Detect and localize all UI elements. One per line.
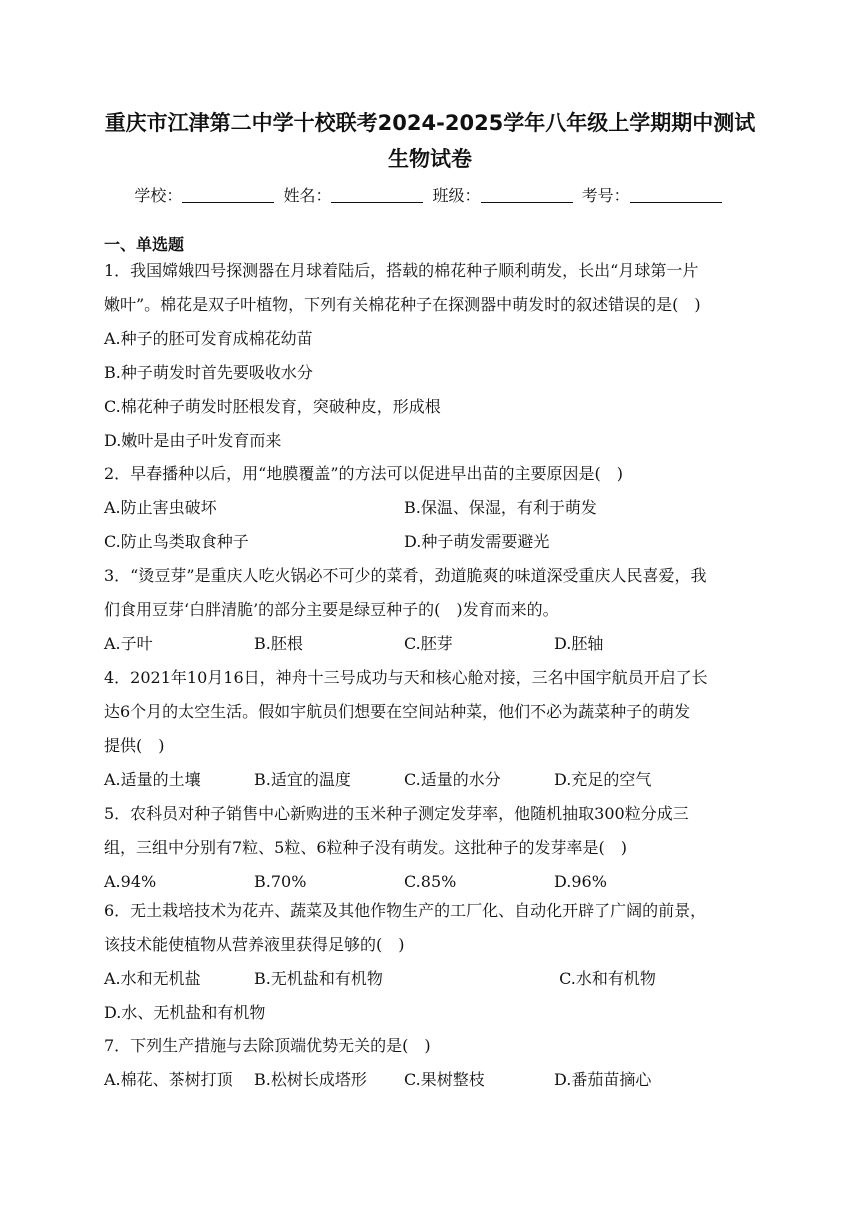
question-2-options [104,491,760,559]
option-a[interactable]: A.适量的土壤 [104,770,201,789]
question-line: 6．无土栽培技术为花卉、蔬菜及其他作物生产的工厂化、自动化开辟了广阔的前景， [104,901,707,920]
option-a[interactable]: A.94% [104,872,157,891]
question-line: 7．下列生产措施与去除顶端优势无关的是( ) [104,1036,431,1055]
class-blank[interactable] [481,185,573,203]
question-line: 3．“烫豆芽”是重庆人吃火锅必不可少的菜肴，劲道脆爽的味道深受重庆人民喜爱，我 [104,566,707,585]
option-c[interactable]: C.棉花种子萌发时胚根发育，突破种皮，形成根 [104,397,441,416]
exam-number-label: 考号： [581,186,630,205]
option-d[interactable]: D.水、无机盐和有机物 [104,1003,266,1022]
name-label: 姓名： [283,186,332,205]
exam-title-line2: 生物试卷 [388,147,472,171]
question-2-stem [104,457,760,491]
option-b[interactable]: B.种子萌发时首先要吸收水分 [104,363,313,382]
option-c[interactable]: C.适量的水分 [404,770,501,789]
option-a[interactable]: A.水和无机盐 [104,969,201,988]
option-c[interactable]: C.85% [404,872,457,891]
question-line: 1．我国嫦娥四号探测器在月球着陆后，搭载的棉花种子顺利萌发，长出“月球第一片 [104,261,699,280]
option-b[interactable]: B.松树长成塔形 [254,1070,367,1089]
question-line: 提供( ) [104,736,165,755]
school-field [134,184,278,208]
question-3-options [104,627,760,661]
option-b[interactable]: B.胚根 [254,634,303,653]
option-d[interactable]: D.96% [554,872,607,891]
option-d[interactable]: D.充足的空气 [554,770,652,789]
option-b[interactable]: B.适宜的温度 [254,770,351,789]
question-3-stem [104,559,760,627]
option-a[interactable]: A.棉花、茶树打顶 [104,1070,233,1089]
exam-number-field [582,184,726,208]
question-5-stem [104,797,760,865]
question-line: 组，三组中分别有7粒、5粒、6粒种子没有萌发。这批种子的发芽率是( ) [104,838,628,857]
option-b[interactable]: B.保温、保湿，有利于萌发 [404,498,597,517]
option-c[interactable]: C.水和有机物 [559,969,656,988]
question-6-stem [104,894,760,962]
option-d[interactable]: D.番茄苗摘心 [554,1070,652,1089]
question-line: 嫩叶”。棉花是双子叶植物，下列有关棉花种子在探测器中萌发时的叙述错误的是( ) [104,295,701,314]
option-c[interactable]: C.果树整枝 [404,1070,485,1089]
option-c[interactable]: C.防止鸟类取食种子 [104,532,249,551]
question-1-stem [104,254,760,322]
school-label: 学校： [134,186,183,205]
question-line: 2．早春播种以后，用“地膜覆盖”的方法可以促进早出苗的主要原因是( ) [104,464,624,483]
class-label: 班级： [432,186,481,205]
question-line: 4．2021年10月16日，神舟十三号成功与天和核心舱对接，三名中国宇航员开启了长 [104,668,708,687]
school-blank[interactable] [182,185,274,203]
question-6-options [104,962,760,1030]
option-a[interactable]: A.种子的胚可发育成棉花幼苗 [104,329,313,348]
name-field [283,184,427,208]
name-blank[interactable] [331,185,423,203]
question-7-options [104,1063,760,1097]
option-d[interactable]: D.嫩叶是由子叶发育而来 [104,431,282,450]
class-field [433,184,577,208]
option-a[interactable]: A.防止害虫破坏 [104,498,217,517]
question-line: 们食用豆芽‘白胖清脆’的部分主要是绿豆种子的( )发育而来的。 [104,600,559,619]
question-line: 5．农科员对种子销售中心新购进的玉米种子测定发芽率，他随机抽取300粒分成三 [104,804,689,823]
option-a[interactable]: A.子叶 [104,634,153,653]
section-heading: 一、单选题 [104,235,185,254]
option-c[interactable]: C.胚芽 [404,634,453,653]
exam-title-line1: 重庆市江津第二中学十校联考2024-2025学年八年级上学期期中测试 [104,111,756,135]
option-b[interactable]: B.无机盐和有机物 [254,969,383,988]
question-line: 该技术能使植物从营养液里获得足够的( ) [104,935,405,954]
option-d[interactable]: D.种子萌发需要避光 [404,532,550,551]
exam-number-blank[interactable] [630,185,722,203]
question-1-options [104,322,760,458]
question-4-stem [104,661,760,763]
student-info-row [0,184,860,208]
question-7-stem [104,1029,760,1063]
option-b[interactable]: B.70% [254,872,307,891]
question-line: 达6个月的太空生活。假如宇航员们想要在空间站种菜，他们不必为蔬菜种子的萌发 [104,702,691,721]
option-d[interactable]: D.胚轴 [554,634,604,653]
question-4-options [104,763,760,797]
